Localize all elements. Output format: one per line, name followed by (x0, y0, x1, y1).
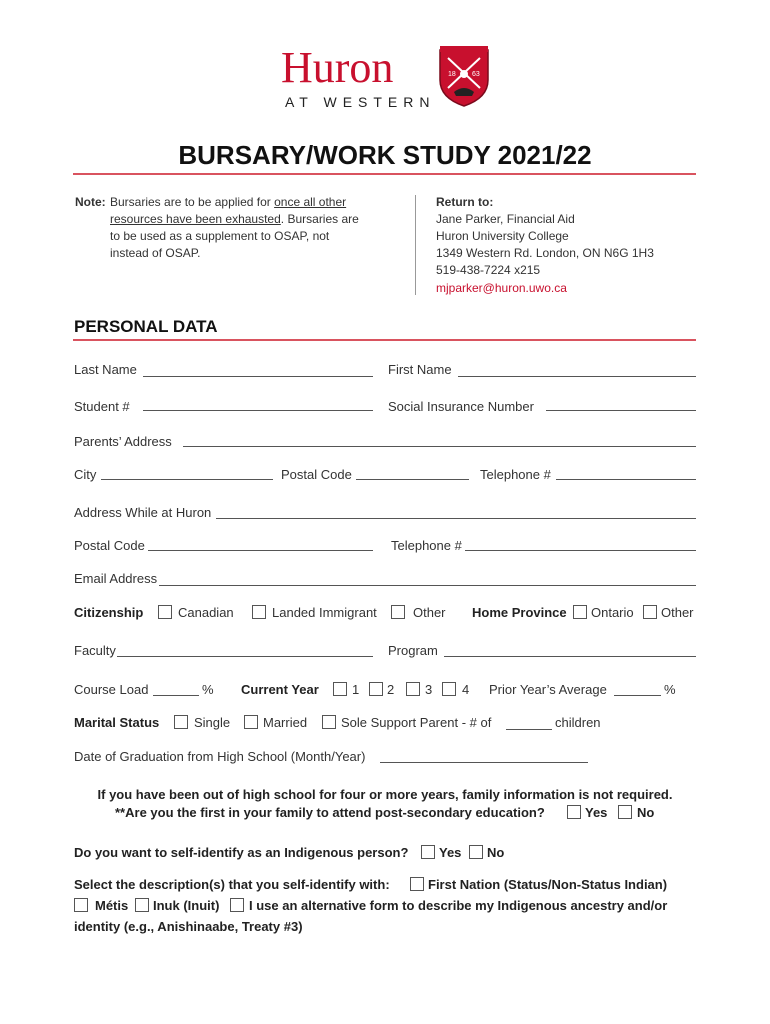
crest-icon (438, 44, 490, 108)
citizenship-other-checkbox[interactable] (391, 605, 405, 619)
return-block: Return to: Jane Parker, Financial Aid Huron University College 1349 Western Rd. London, ON N6G 1H3 519-438-7224 x215 mjparker@huron.uwo.ca (436, 195, 654, 295)
alternative-form-label-cont: identity (e.g., Anishinaabe, Treaty #3) (74, 919, 303, 934)
note-divider (415, 195, 416, 295)
current-year-label: Current Year (241, 682, 319, 697)
family-info-note: If you have been out of high school for four or more years, family information is not required. (97, 787, 673, 802)
inuk-checkbox[interactable] (135, 898, 149, 912)
sole-support-label: Sole Support Parent - # of (341, 715, 492, 730)
city-field[interactable] (101, 479, 273, 480)
children-label: children (555, 715, 601, 730)
ontario-checkbox[interactable] (573, 605, 587, 619)
year-4-label: 4 (462, 682, 470, 697)
province-other-checkbox[interactable] (643, 605, 657, 619)
canadian-checkbox[interactable] (158, 605, 172, 619)
year-1-checkbox[interactable] (333, 682, 347, 696)
landed-immigrant-label: Landed Immigrant (272, 605, 377, 620)
first-nation-checkbox[interactable] (410, 877, 424, 891)
prior-average-field[interactable] (614, 695, 661, 696)
year-2-label: 2 (387, 682, 395, 697)
parents-address-label: Parents’ Address (74, 434, 172, 449)
canadian-label: Canadian (178, 605, 234, 620)
year-3-label: 3 (425, 682, 433, 697)
ontario-label: Ontario (591, 605, 634, 620)
citizenship-label: Citizenship (74, 605, 144, 620)
crest-year-right: 63 (472, 71, 480, 78)
faculty-label: Faculty (74, 643, 116, 658)
form-title: BURSARY/WORK STUDY 2021/22 (178, 140, 592, 170)
year-3-checkbox[interactable] (406, 682, 420, 696)
title-rule (73, 173, 696, 175)
indigenous-yes-label: Yes (439, 845, 462, 860)
alternative-form-checkbox[interactable] (230, 898, 244, 912)
first-name-label: First Name (388, 362, 452, 377)
metis-label: Métis (95, 898, 129, 913)
inuk-label: Inuk (Inuit) (153, 898, 220, 913)
single-label: Single (194, 715, 231, 730)
year-2-checkbox[interactable] (369, 682, 383, 696)
citizenship-other-label: Other (413, 605, 446, 620)
first-nation-label: First Nation (Status/Non-Status Indian) (428, 877, 668, 892)
sole-support-checkbox[interactable] (322, 715, 336, 729)
grad-date-label: Date of Graduation from High School (Month/Year) (74, 749, 366, 764)
province-other-label: Other (661, 605, 694, 620)
indigenous-question: Do you want to self-identify as an Indigenous person? (74, 845, 409, 860)
program-label: Program (388, 643, 438, 658)
email-label: Email Address (74, 571, 158, 586)
telephone-label: Telephone # (480, 467, 551, 482)
student-number-field[interactable] (143, 410, 373, 411)
marital-status-label: Marital Status (74, 715, 160, 730)
single-checkbox[interactable] (174, 715, 188, 729)
sin-field[interactable] (546, 410, 696, 411)
married-checkbox[interactable] (244, 715, 258, 729)
grad-date-field[interactable] (380, 762, 588, 763)
huron-address-label: Address While at Huron (74, 505, 212, 520)
year-1-label: 1 (352, 682, 360, 697)
course-load-label: Course Load (74, 682, 149, 697)
section-rule (73, 339, 696, 341)
landed-immigrant-checkbox[interactable] (252, 605, 266, 619)
postal-code-field[interactable] (356, 479, 469, 480)
section-personal-data: PERSONAL DATA (74, 317, 218, 336)
course-load-percent: % (202, 682, 214, 697)
home-province-label: Home Province (472, 605, 567, 620)
prior-average-percent: % (664, 682, 676, 697)
last-name-label: Last Name (74, 362, 137, 377)
parents-address-field[interactable] (183, 446, 696, 447)
telephone-2-label: Telephone # (391, 538, 462, 553)
indigenous-no-checkbox[interactable] (469, 845, 483, 859)
telephone-2-field[interactable] (465, 550, 696, 551)
indigenous-yes-checkbox[interactable] (421, 845, 435, 859)
prior-average-label: Prior Year’s Average (489, 682, 607, 697)
first-gen-no-checkbox[interactable] (618, 805, 632, 819)
faculty-field[interactable] (117, 656, 373, 657)
indigenous-no-label: No (487, 845, 505, 860)
logo-subtitle: AT WESTERN (285, 94, 436, 110)
select-description-label: Select the description(s) that you self-identify with: (74, 877, 390, 892)
first-name-field[interactable] (458, 376, 696, 377)
postal-code-2-label: Postal Code (74, 538, 145, 553)
first-gen-yes-label: Yes (585, 805, 608, 820)
logo-wordmark: Huron (281, 43, 394, 92)
metis-checkbox[interactable] (74, 898, 88, 912)
return-email-link[interactable]: mjparker@huron.uwo.ca (436, 281, 567, 295)
first-gen-yes-checkbox[interactable] (567, 805, 581, 819)
first-gen-question: **Are you the first in your family to attend post-secondary education? (115, 805, 545, 820)
crest-year-left: 18 (448, 71, 456, 78)
note-label: Note: (75, 195, 106, 209)
postal-code-2-field[interactable] (148, 550, 373, 551)
course-load-field[interactable] (153, 695, 199, 696)
note-text: Bursaries are to be applied for once all other resources have been exhausted. Bursaries are to be used as a supplement to OSAP, not instead of OSAP. (110, 195, 359, 260)
program-field[interactable] (444, 656, 696, 657)
first-gen-no-label: No (637, 805, 655, 820)
married-label: Married (263, 715, 308, 730)
alternative-form-label: I use an alternative form to describe my Indigenous ancestry and/or (249, 898, 668, 913)
last-name-field[interactable] (143, 376, 373, 377)
children-count-field[interactable] (506, 729, 552, 730)
email-field[interactable] (159, 585, 696, 586)
telephone-field[interactable] (556, 479, 696, 480)
huron-address-field[interactable] (216, 518, 696, 519)
city-label: City (74, 467, 97, 482)
year-4-checkbox[interactable] (442, 682, 456, 696)
postal-code-label: Postal Code (281, 467, 352, 482)
student-number-label: Student # (74, 399, 130, 414)
sin-label: Social Insurance Number (388, 399, 534, 414)
